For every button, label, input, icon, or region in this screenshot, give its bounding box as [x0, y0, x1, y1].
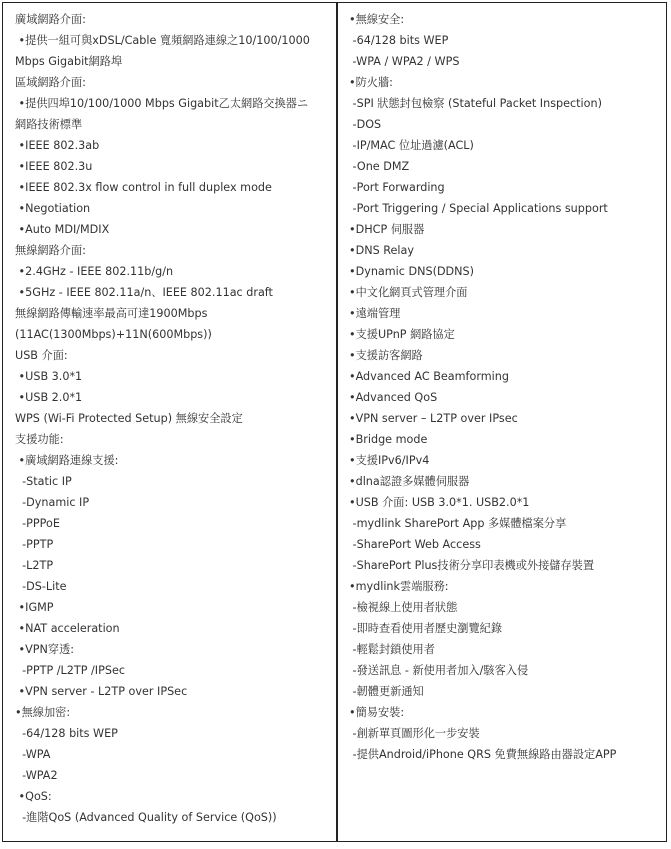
right-spec-column — [338, 3, 666, 841]
spec-line: •Dynamic DNS(DDNS) — [349, 265, 475, 278]
spec-line: 支援功能: — [15, 433, 64, 446]
spec-line: •NAT acceleration — [15, 622, 120, 635]
spec-line: -PPTP /L2TP /IPSec — [15, 664, 125, 677]
spec-line: -輕鬆封鎖使用者 — [349, 643, 435, 656]
spec-line: -檢視線上使用者狀態 — [349, 601, 458, 614]
spec-line: 無線網路傳輸速率最高可達1900Mbps — [15, 307, 208, 320]
spec-line: -發送訊息 - 新使用者加入/駭客入侵 — [349, 664, 529, 677]
spec-line: -Port Triggering / Special Applications support — [349, 202, 608, 215]
spec-line: •Bridge mode — [349, 433, 428, 446]
spec-line: -Port Forwarding — [349, 181, 445, 194]
spec-line: -WPA2 — [15, 769, 58, 782]
spec-line: •無線安全: — [349, 13, 405, 26]
spec-line: •IEEE 802.3ab — [15, 139, 100, 152]
spec-line: •中文化網頁式管理介面 — [349, 286, 468, 299]
spec-line: •VPN server – L2TP over IPsec — [349, 412, 518, 425]
spec-line: •支援IPv6/IPv4 — [349, 454, 430, 467]
spec-line: USB 介面: — [15, 349, 68, 362]
spec-line: •USB 3.0*1 — [15, 370, 83, 383]
spec-line: -SharePort Plus技術分享印表機或外接儲存裝置 — [349, 559, 595, 572]
spec-line: -DOS — [349, 118, 382, 131]
spec-line: •IEEE 802.3x flow control in full duplex mode — [15, 181, 272, 194]
spec-line: -創新單頁圖形化一步安裝 — [349, 727, 480, 740]
spec-line: •提供一組可與xDSL/Cable 寬頻網路連線之10/100/1000 — [15, 34, 310, 47]
spec-line: •Advanced AC Beamforming — [349, 370, 509, 383]
spec-line: -Static IP — [15, 475, 72, 488]
spec-line: •VPN穿透: — [15, 643, 75, 656]
spec-line: -SPI 狀態封包檢察 (Stateful Packet Inspection) — [349, 97, 602, 110]
spec-line: •dlna認證多媒體伺服器 — [349, 475, 470, 488]
spec-line: •防火牆: — [349, 76, 393, 89]
spec-line: -PPTP — [15, 538, 54, 551]
spec-line: Mbps Gigabit網路埠 — [15, 55, 123, 68]
spec-line: -L2TP — [15, 559, 54, 572]
spec-line: -DS-Lite — [15, 580, 67, 593]
spec-line: •支援訪客網路 — [349, 349, 423, 362]
spec-line: •廣域網路連線支援: — [15, 454, 119, 467]
spec-line: •IEEE 802.3u — [15, 160, 93, 173]
spec-line: •VPN server - L2TP over IPSec — [15, 685, 188, 698]
spec-line: •DHCP 伺服器 — [349, 223, 425, 236]
spec-line: -WPA / WPA2 / WPS — [349, 55, 460, 68]
spec-line: •mydlink雲端服務: — [349, 580, 449, 593]
spec-line: •Negotiation — [15, 202, 91, 215]
spec-line: •DNS Relay — [349, 244, 414, 257]
spec-line: -SharePort Web Access — [349, 538, 481, 551]
spec-line: -PPPoE — [15, 517, 60, 530]
spec-line: 廣域網路介面: — [15, 13, 86, 26]
left-spec-column — [3, 3, 338, 841]
spec-line: •支援UPnP 網路協定 — [349, 328, 455, 341]
spec-line: •2.4GHz - IEEE 802.11b/g/n — [15, 265, 174, 278]
spec-line: -韌體更新通知 — [349, 685, 424, 698]
spec-line: •USB 介面: USB 3.0*1. USB2.0*1 — [349, 496, 530, 509]
spec-line: 無線網路介面: — [15, 244, 86, 257]
spec-line: WPS (Wi-Fi Protected Setup) 無線安全設定 — [15, 412, 243, 425]
spec-line: -mydlink SharePort App 多媒體檔案分享 — [349, 517, 567, 530]
spec-line: -提供Android/iPhone QRS 免費無線路由器設定APP — [349, 748, 617, 761]
spec-line: -IP/MAC 位址過濾(ACL) — [349, 139, 474, 152]
spec-line: •QoS: — [15, 790, 52, 803]
spec-line: •Advanced QoS — [349, 391, 438, 404]
spec-line: -進階QoS (Advanced Quality of Service (QoS)) — [15, 811, 277, 824]
spec-line: •USB 2.0*1 — [15, 391, 83, 404]
spec-line: •簡易安裝: — [349, 706, 405, 719]
spec-line: •提供四埠10/100/1000 Mbps Gigabit乙太網路交換器ニ — [15, 97, 309, 110]
spec-line: 網路技術標準 — [15, 118, 83, 131]
spec-line: •Auto MDI/MDIX — [15, 223, 110, 236]
spec-line: (11AC(1300Mbps)+11N(600Mbps)) — [15, 328, 212, 341]
spec-table — [2, 2, 667, 842]
spec-line: 區域網路介面: — [15, 76, 86, 89]
spec-line: •5GHz - IEEE 802.11a/n、IEEE 802.11ac draft — [15, 286, 273, 299]
spec-line: •無線加密: — [15, 706, 71, 719]
spec-line: -64/128 bits WEP — [15, 727, 118, 740]
spec-line: -Dynamic IP — [15, 496, 90, 509]
spec-line: -WPA — [15, 748, 51, 761]
spec-line: -One DMZ — [349, 160, 410, 173]
spec-line: •遠端管理 — [349, 307, 401, 320]
spec-line: •IGMP — [15, 601, 54, 614]
spec-line: -64/128 bits WEP — [349, 34, 449, 47]
spec-line: -即時查看使用者歷史瀏覽紀錄 — [349, 622, 503, 635]
